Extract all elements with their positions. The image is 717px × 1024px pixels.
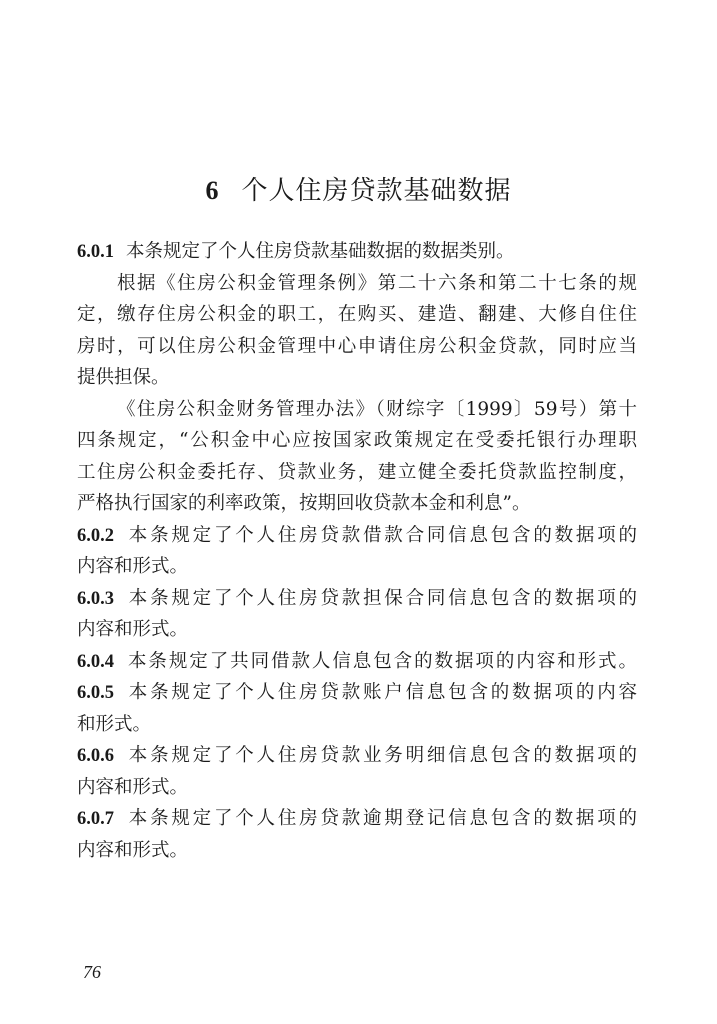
clause-text: 本条规定了个人住房贷款担保合同信息包含的数据项的 [126,587,637,609]
clause-text: 内容和形式。 [77,556,189,577]
explanation-line: 定，缴存住房公积金的职工，在购买、建造、翻建、大修自住住 [77,304,637,325]
clause-text: 内容和形式。 [77,776,189,798]
clause-6-0-4-line-1 [77,646,637,678]
clause-text: 本条规定了个人住房贷款基础数据的数据类别。 [126,241,515,262]
chapter-number: 6 [205,176,220,205]
explanation-line: 严格执行国家的利率政策，按期回收贷款本金和利息”。 [77,493,531,514]
chapter-title [0,170,717,207]
clause-number: 6.0.6 [77,746,114,766]
clause-6-0-3-line-1 [77,583,637,615]
clause-number: 6.0.7 [77,809,114,829]
explanation-line: 《住房公积金财务管理办法》（财综字〔1999〕59号）第十 [117,398,637,420]
explanation-line: 根据《住房公积金管理条例》第二十六条和第二十七条的规 [117,272,637,294]
clause-text: 内容和形式。 [77,619,189,640]
clause-text: 本条规定了个人住房贷款借款合同信息包含的数据项的 [126,524,637,546]
clause-text: 本条规定了个人住房贷款业务明细信息包含的数据项的 [126,745,637,766]
clause-6-0-6-line-1 [77,740,637,772]
clause-text: 本条规定了个人住房贷款逾期登记信息包含的数据项的 [126,808,637,829]
explanation-line: 工住房公积金委托存、贷款业务，建立健全委托贷款监控制度， [77,461,637,483]
clause-number: 6.0.2 [77,525,114,546]
clause-text: 本条规定了共同借款人信息包含的数据项的内容和形式。 [126,650,637,672]
explanation-line: 提供担保。 [77,367,170,388]
clause-6-0-7-line-1 [77,803,637,835]
clause-number: 6.0.4 [77,651,114,672]
clause-text: 内容和形式。 [77,839,189,861]
clause-number: 6.0.3 [77,588,114,609]
clause-6-0-1-line-1 [77,236,637,268]
chapter-title-text: 个人住房贷款基础数据 [241,176,512,206]
clause-6-0-2-line-1 [77,520,637,552]
explanation-line: 房时，可以住房公积金管理中心申请住房公积金贷款，同时应当 [77,335,637,357]
clause-text: 和形式。 [77,713,152,735]
clause-text: 本条规定了个人住房贷款账户信息包含的数据项的内容 [126,682,637,703]
clause-6-0-5-line-1 [77,677,637,709]
page-number: 76 [83,962,101,982]
clause-number: 6.0.1 [77,242,114,262]
explanation-line: 四条规定，“公积金中心应按国家政策规定在受委托银行办理职 [77,430,637,451]
clause-number: 6.0.5 [77,683,114,703]
chapter-body [77,236,637,866]
